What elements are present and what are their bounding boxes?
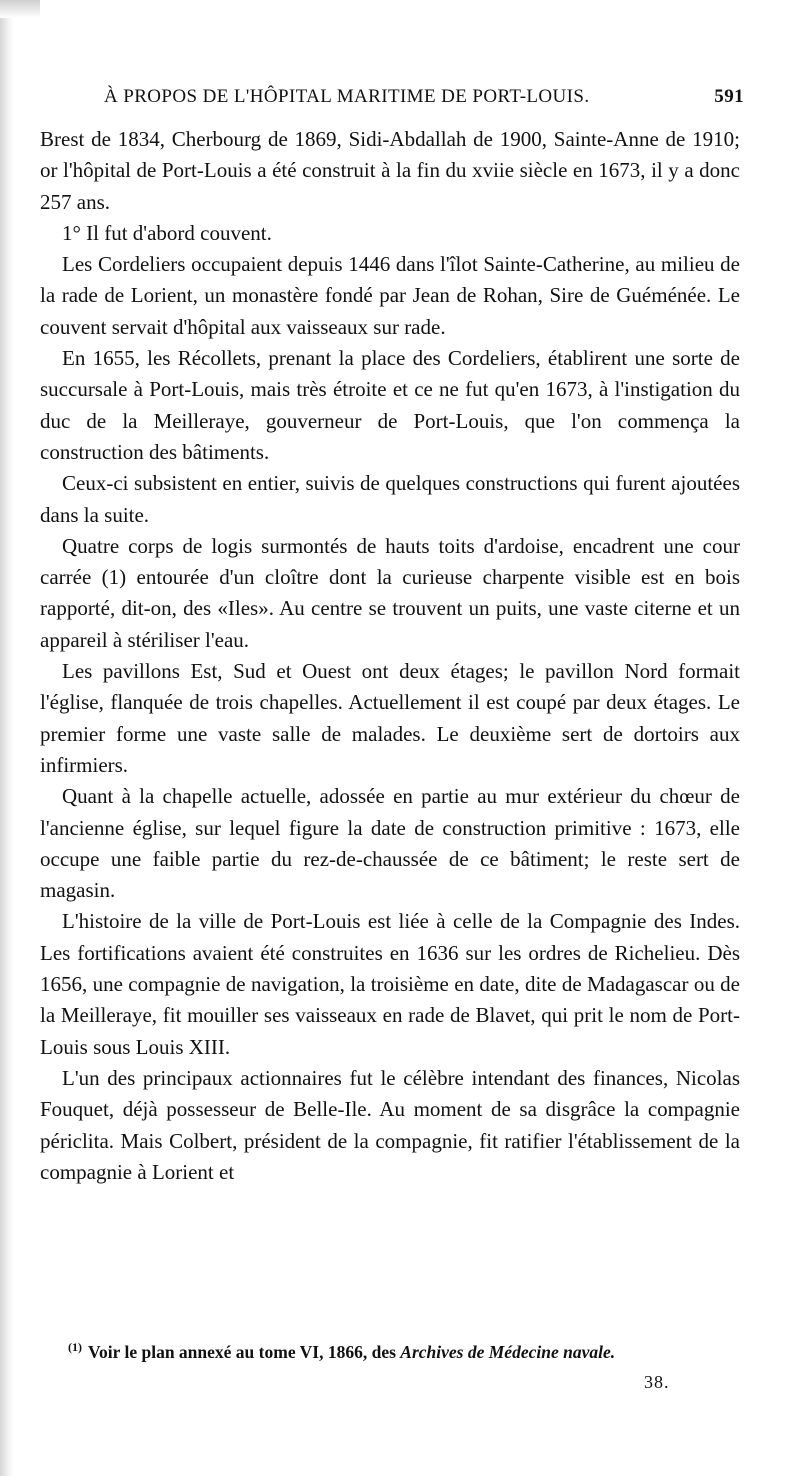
paragraph: Les pavillons Est, Sud et Ouest ont deux étages; le pavillon Nord formait l'église, flanquée de trois chapelles. Actuellement il est coupé par deux étages. Le premier forme une vaste salle de malades. Le deuxième sert de dortoirs aux infirmiers. [40,659,740,777]
page-number: 591 [714,86,744,107]
footnote-journal-title: Archives de Médecine navale. [400,1341,616,1362]
footnote-text: Voir le plan annexé au tome VI, 1866, des [88,1341,396,1362]
running-title: À PROPOS DE L'HÔPITAL MARITIME DE PORT-LOUIS. [104,86,590,107]
paragraph: En 1655, les Récollets, prenant la place des Cordeliers, établirent une sorte de succursale à Port-Louis, mais très étroite et ce ne fut qu'en 1673, à l'instigation du duc de la Meilleraye, gouverneur de Port-Louis, que l'on commença la construction des bâtiments. [40,346,740,464]
paragraph: 1° Il fut d'abord couvent. [62,220,272,245]
footnote-marker: (1) [68,1340,82,1354]
paragraph: Les Cordeliers occupaient depuis 1446 dans l'îlot Sainte-Catherine, au milieu de la rade de Lorient, un monastère fondé par Jean de Rohan, Sire de Guéménée. Le couvent servait d'hôpital aux vaisseaux sur rade. [40,252,740,339]
paragraph: L'un des principaux actionnaires fut le célèbre intendant des finances, Nicolas Fouquet, déjà possesseur de Belle-Ile. Au moment de sa disgrâce la compagnie périclita. Mais Colbert, président de la compagnie, fit ratifier l'établissement de la compagnie à Lorient et [40,1065,740,1184]
body-text [40,124,740,1188]
scan-edge [0,0,14,1476]
paragraph: Quatre corps de logis surmontés de hauts toits d'ardoise, encadrent une cour carrée (1) entourée d'un cloître dont la curieuse charpente visible est en bois rapporté, dit-on, des «Iles». Au centre se trouvent un puits, une vaste citerne et un appareil à stériliser l'eau. [40,533,740,652]
paragraph: Quant à la chapelle actuelle, adossée en partie au mur extérieur du chœur de l'ancienne église, sur lequel figure la date de construction primitive : 1673, elle occupe une faible partie du rez-de-chaussée de ce bâtiment; le reste sert de magasin. [40,784,740,903]
footnote [68,1335,768,1364]
signature-mark: 38. [644,1372,670,1392]
scan-corner [0,0,40,18]
paragraph: L'histoire de la ville de Port-Louis est liée à celle de la Compagnie des Indes. Les fortifications avaient été construites en 1636 sur les ordres de Richelieu. Dès 1656, une compagnie de navigation, la troisième en date, dite de Madagascar ou de la Meilleraye, fit mouiller ses vaisseaux en rade de Blavet, qui prit le nom de Port-Louis sous Louis XIII. [40,909,740,1059]
paragraph: Ceux-ci subsistent en entier, suivis de quelques constructions qui furent ajoutées dans la suite. [40,471,740,527]
paragraph: Brest de 1834, Cherbourg de 1869, Sidi-Abdallah de 1900, Sainte-Anne de 1910; or l'hôpital de Port-Louis a été construit à la fin du xviie siècle en 1673, il y a donc 257 ans. [40,127,740,214]
page-header [104,86,744,118]
